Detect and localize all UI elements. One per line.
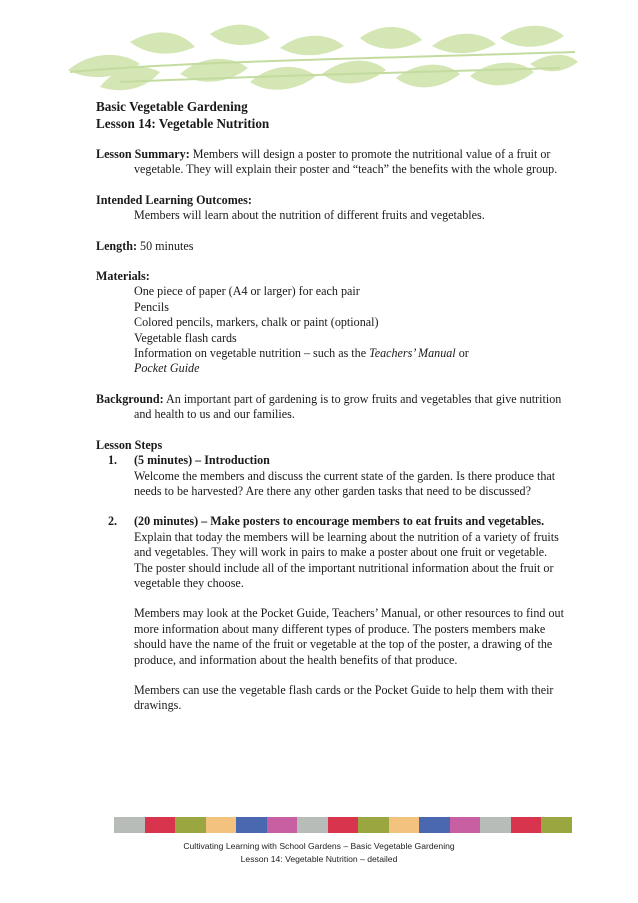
- materials-label: Materials:: [96, 269, 150, 284]
- length-text: 50 minutes: [137, 238, 194, 253]
- color-stripe-bar: [114, 817, 572, 833]
- color-swatch: [511, 817, 542, 833]
- outcomes-text: Members will learn about the nutrition of different fruits and vegetables.: [134, 208, 485, 223]
- background-label: Background:: [96, 391, 164, 406]
- page-footer: [0, 840, 638, 865]
- lesson-title: Lesson 14: Vegetable Nutrition: [96, 116, 270, 131]
- list-item: Colored pencils, markers, chalk or paint (optional): [134, 315, 379, 330]
- step-2: [96, 514, 566, 713]
- step-heading: (5 minutes) – Introduction: [134, 453, 270, 468]
- step-number: 2.: [108, 514, 118, 529]
- lesson-summary: [96, 147, 566, 178]
- background-text: An important part of gardening is to grow fruits and vegetables that give nutrition and health to us and our families.: [134, 391, 562, 422]
- color-swatch: [541, 817, 572, 833]
- step-1: [96, 453, 566, 499]
- document-title: Basic Vegetable Gardening: [96, 99, 248, 114]
- teachers-manual-ref: Teachers’ Manual: [369, 346, 456, 361]
- list-item: Vegetable flash cards: [134, 330, 237, 345]
- info-or: or: [455, 346, 469, 361]
- summary-label: Lesson Summary:: [96, 147, 190, 161]
- color-swatch: [419, 817, 450, 833]
- length-label: Length:: [96, 238, 137, 253]
- list-item: One piece of paper (A4 or larger) for each pair: [134, 284, 360, 299]
- leaf-banner-graphic: [60, 12, 580, 104]
- color-swatch: [480, 817, 511, 833]
- list-item: Pencils: [134, 299, 169, 314]
- color-swatch: [328, 817, 359, 833]
- step-heading: (20 minutes) – Make posters to encourage members to eat fruits and vegetables.: [134, 514, 545, 529]
- step-paragraph: Members can use the vegetable flash cards or the Pocket Guide to help them with their drawings.: [134, 682, 554, 713]
- materials: [96, 269, 566, 377]
- step-paragraph: Members may look at the Pocket Guide, Teachers’ Manual, or other resources to find out more information about many different types of produce. The posters members make should have the name of the fruit or vegetable at the top of the poster, a drawing of the produce, and information about the health benefits of that produce.: [134, 606, 564, 667]
- footer-line-1: Cultivating Learning with School Gardens – Basic Vegetable Gardening: [183, 841, 455, 851]
- step-number: 1.: [108, 453, 118, 468]
- step-text: Welcome the members and discuss the current state of the garden. Is there produce that needs to be harvested? Are there any other garden tasks that need to be discussed?: [134, 468, 556, 498]
- list-item: [134, 346, 566, 377]
- lesson-steps: [96, 438, 566, 714]
- color-swatch: [236, 817, 267, 833]
- color-swatch: [297, 817, 328, 833]
- color-swatch: [175, 817, 206, 833]
- learning-outcomes: [96, 193, 566, 224]
- lesson-content: [96, 98, 566, 714]
- pocket-guide-ref: Pocket Guide: [134, 361, 200, 376]
- materials-list: [96, 284, 566, 376]
- steps-label: Lesson Steps: [96, 437, 163, 452]
- outcomes-label: Intended Learning Outcomes:: [96, 192, 252, 207]
- color-swatch: [389, 817, 420, 833]
- color-swatch: [267, 817, 298, 833]
- step-paragraph: Explain that today the members will be learning about the nutrition of a variety of fruits and vegetables. They will work in pairs to make a poster about one fruit or vegetable. The poster should include all of the important nutritional information about the fruit or vegetable they choose.: [134, 529, 559, 590]
- info-prefix: Information on vegetable nutrition – such as the: [134, 346, 370, 361]
- lesson-length: [96, 239, 566, 254]
- color-swatch: [206, 817, 237, 833]
- summary-text: Members will design a poster to promote the nutritional value of a fruit or vegetable. They will explain their poster and “teach” the benefits with the whole group.: [134, 147, 558, 177]
- color-swatch: [114, 817, 145, 833]
- color-swatch: [145, 817, 176, 833]
- color-swatch: [358, 817, 389, 833]
- color-swatch: [450, 817, 481, 833]
- background: [96, 392, 566, 423]
- footer-line-2: Lesson 14: Vegetable Nutrition – detailed: [240, 853, 398, 864]
